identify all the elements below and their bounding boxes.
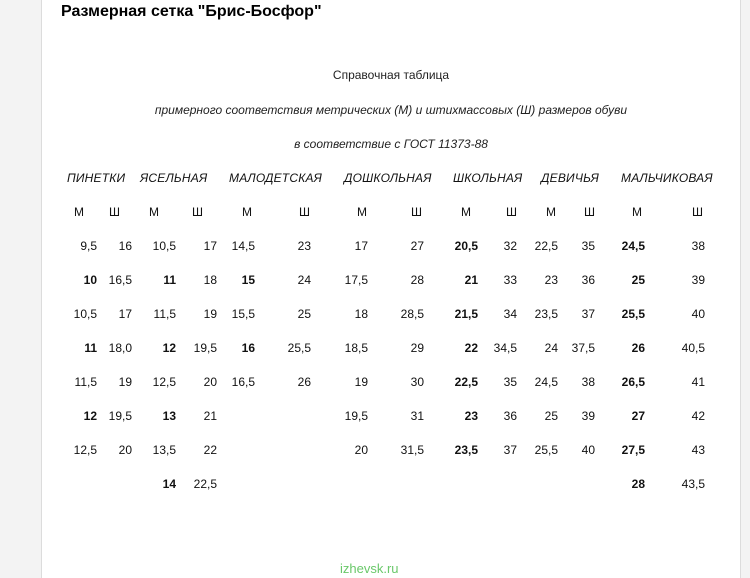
stichmass-size-cell: 18 bbox=[203, 273, 217, 287]
stichmass-size-cell: 36 bbox=[503, 409, 517, 423]
metric-size-cell: 10,5 bbox=[152, 239, 176, 253]
metric-size-cell: 26 bbox=[631, 341, 645, 355]
metric-size-cell: 11,5 bbox=[153, 307, 176, 321]
metric-size-cell: 25,5 bbox=[534, 443, 558, 457]
metric-size-cell: 22 bbox=[464, 341, 478, 355]
metric-size-cell: 17 bbox=[354, 239, 368, 253]
metric-size-cell: 23,5 bbox=[454, 443, 478, 457]
metric-size-cell: 23 bbox=[544, 273, 558, 287]
stichmass-size-cell: 31,5 bbox=[400, 443, 424, 457]
gost-reference: в соответствие с ГОСТ 11373-88 bbox=[294, 137, 488, 151]
metric-size-cell: 25 bbox=[544, 409, 558, 423]
category-header: МАЛЬЧИКОВАЯ bbox=[621, 171, 713, 185]
metric-size-cell: 24,5 bbox=[534, 375, 558, 389]
stichmass-size-cell: 35 bbox=[503, 375, 517, 389]
stichmass-size-cell: 37,5 bbox=[571, 341, 595, 355]
right-scroll-margin bbox=[740, 0, 750, 578]
metric-size-cell: 9,5 bbox=[80, 239, 97, 253]
metric-size-cell: 14,5 bbox=[231, 239, 255, 253]
stichmass-size-cell: 39 bbox=[691, 273, 705, 287]
stichmass-size-cell: 20 bbox=[118, 443, 132, 457]
stichmass-size-header: Ш bbox=[411, 205, 422, 219]
metric-size-header: М bbox=[461, 205, 471, 219]
metric-size-cell: 11,5 bbox=[74, 375, 97, 389]
left-page-margin bbox=[0, 0, 42, 578]
stichmass-size-header: Ш bbox=[299, 205, 310, 219]
metric-size-cell: 25 bbox=[631, 273, 645, 287]
stichmass-size-header: Ш bbox=[109, 205, 120, 219]
stichmass-size-cell: 16,5 bbox=[108, 273, 132, 287]
metric-size-header: М bbox=[632, 205, 642, 219]
category-header: ДЕВИЧЬЯ bbox=[541, 171, 599, 185]
metric-size-cell: 27 bbox=[631, 409, 645, 423]
metric-size-cell: 16 bbox=[241, 341, 255, 355]
stichmass-size-cell: 19,5 bbox=[193, 341, 217, 355]
metric-size-cell: 17,5 bbox=[344, 273, 368, 287]
stichmass-size-cell: 43,5 bbox=[681, 477, 705, 491]
stichmass-size-cell: 36 bbox=[581, 273, 595, 287]
stichmass-size-cell: 32 bbox=[503, 239, 517, 253]
stichmass-size-cell: 22,5 bbox=[193, 477, 217, 491]
metric-size-cell: 18 bbox=[354, 307, 368, 321]
metric-size-header: М bbox=[242, 205, 252, 219]
stichmass-size-cell: 42 bbox=[691, 409, 705, 423]
stichmass-size-cell: 19 bbox=[203, 307, 217, 321]
stichmass-size-header: Ш bbox=[584, 205, 595, 219]
stichmass-size-cell: 40 bbox=[691, 307, 705, 321]
metric-size-cell: 21 bbox=[464, 273, 478, 287]
metric-size-cell: 13,5 bbox=[152, 443, 176, 457]
stichmass-size-cell: 40 bbox=[581, 443, 595, 457]
stichmass-size-cell: 24 bbox=[297, 273, 311, 287]
stichmass-size-cell: 20 bbox=[203, 375, 217, 389]
metric-size-cell: 12,5 bbox=[73, 443, 97, 457]
metric-size-cell: 10,5 bbox=[73, 307, 97, 321]
metric-size-cell: 21,5 bbox=[454, 307, 478, 321]
stichmass-size-cell: 43 bbox=[691, 443, 705, 457]
metric-size-cell: 22,5 bbox=[454, 375, 478, 389]
category-header: ЯСЕЛЬНАЯ bbox=[140, 171, 208, 185]
metric-size-cell: 11 bbox=[163, 273, 176, 287]
stichmass-size-cell: 23 bbox=[297, 239, 311, 253]
stichmass-size-cell: 25,5 bbox=[287, 341, 311, 355]
category-header: ШКОЛЬНАЯ bbox=[453, 171, 523, 185]
metric-size-cell: 19,5 bbox=[344, 409, 368, 423]
category-header: ДОШКОЛЬНАЯ bbox=[344, 171, 432, 185]
stichmass-size-cell: 29 bbox=[410, 341, 424, 355]
metric-size-cell: 25,5 bbox=[621, 307, 645, 321]
metric-size-cell: 13 bbox=[162, 409, 176, 423]
stichmass-size-cell: 26 bbox=[297, 375, 311, 389]
metric-size-cell: 20 bbox=[354, 443, 368, 457]
metric-size-cell: 18,5 bbox=[344, 341, 368, 355]
correspondence-description: примерного соответствия метрических (М) и штихмассовых (Ш) размеров обуви bbox=[154, 103, 628, 117]
metric-size-cell: 23 bbox=[464, 409, 478, 423]
stichmass-size-cell: 38 bbox=[691, 239, 705, 253]
stichmass-size-cell: 17 bbox=[203, 239, 217, 253]
watermark: izhevsk.ru bbox=[340, 561, 399, 576]
metric-size-cell: 12 bbox=[162, 341, 176, 355]
metric-size-cell: 28 bbox=[631, 477, 645, 491]
stichmass-size-cell: 34,5 bbox=[493, 341, 517, 355]
stichmass-size-cell: 35 bbox=[581, 239, 595, 253]
stichmass-size-cell: 18,0 bbox=[108, 341, 132, 355]
stichmass-size-cell: 17 bbox=[118, 307, 132, 321]
metric-size-cell: 15 bbox=[241, 273, 255, 287]
metric-size-cell: 22,5 bbox=[534, 239, 558, 253]
stichmass-size-cell: 16 bbox=[118, 239, 132, 253]
category-header: МАЛОДЕТСКАЯ bbox=[229, 171, 323, 185]
stichmass-size-cell: 21 bbox=[203, 409, 217, 423]
metric-size-header: М bbox=[546, 205, 556, 219]
metric-size-cell: 14 bbox=[162, 477, 176, 491]
stichmass-size-cell: 39 bbox=[581, 409, 595, 423]
metric-size-cell: 20,5 bbox=[454, 239, 478, 253]
stichmass-size-cell: 31 bbox=[410, 409, 424, 423]
category-header: ПИНЕТКИ bbox=[67, 171, 126, 185]
stichmass-size-cell: 25 bbox=[297, 307, 311, 321]
metric-size-cell: 11 bbox=[84, 341, 97, 355]
stichmass-size-header: Ш bbox=[192, 205, 203, 219]
metric-size-header: М bbox=[149, 205, 159, 219]
metric-size-cell: 24,5 bbox=[621, 239, 645, 253]
stichmass-size-cell: 41 bbox=[691, 375, 705, 389]
metric-size-header: М bbox=[357, 205, 367, 219]
stichmass-size-header: Ш bbox=[506, 205, 517, 219]
metric-size-cell: 23,5 bbox=[534, 307, 558, 321]
metric-size-header: М bbox=[74, 205, 84, 219]
metric-size-cell: 19 bbox=[354, 375, 368, 389]
reference-table-heading: Справочная таблица bbox=[332, 68, 450, 82]
metric-size-cell: 12 bbox=[83, 409, 97, 423]
stichmass-size-header: Ш bbox=[692, 205, 703, 219]
stichmass-size-cell: 22 bbox=[203, 443, 217, 457]
page-title: Размерная сетка "Брис-Босфор" bbox=[61, 3, 322, 20]
stichmass-size-cell: 38 bbox=[581, 375, 595, 389]
metric-size-cell: 27,5 bbox=[621, 443, 645, 457]
stichmass-size-cell: 34 bbox=[503, 307, 517, 321]
metric-size-cell: 16,5 bbox=[231, 375, 255, 389]
metric-size-cell: 12,5 bbox=[152, 375, 176, 389]
metric-size-cell: 10 bbox=[83, 273, 97, 287]
metric-size-cell: 15,5 bbox=[231, 307, 255, 321]
stichmass-size-cell: 40,5 bbox=[681, 341, 705, 355]
stichmass-size-cell: 19 bbox=[118, 375, 132, 389]
metric-size-cell: 26,5 bbox=[621, 375, 645, 389]
stichmass-size-cell: 37 bbox=[581, 307, 595, 321]
stichmass-size-cell: 19,5 bbox=[108, 409, 132, 423]
stichmass-size-cell: 33 bbox=[503, 273, 517, 287]
metric-size-cell: 24 bbox=[544, 341, 558, 355]
stichmass-size-cell: 28 bbox=[410, 273, 424, 287]
stichmass-size-cell: 30 bbox=[410, 375, 424, 389]
stichmass-size-cell: 28,5 bbox=[400, 307, 424, 321]
stichmass-size-cell: 27 bbox=[410, 239, 424, 253]
stichmass-size-cell: 37 bbox=[503, 443, 517, 457]
